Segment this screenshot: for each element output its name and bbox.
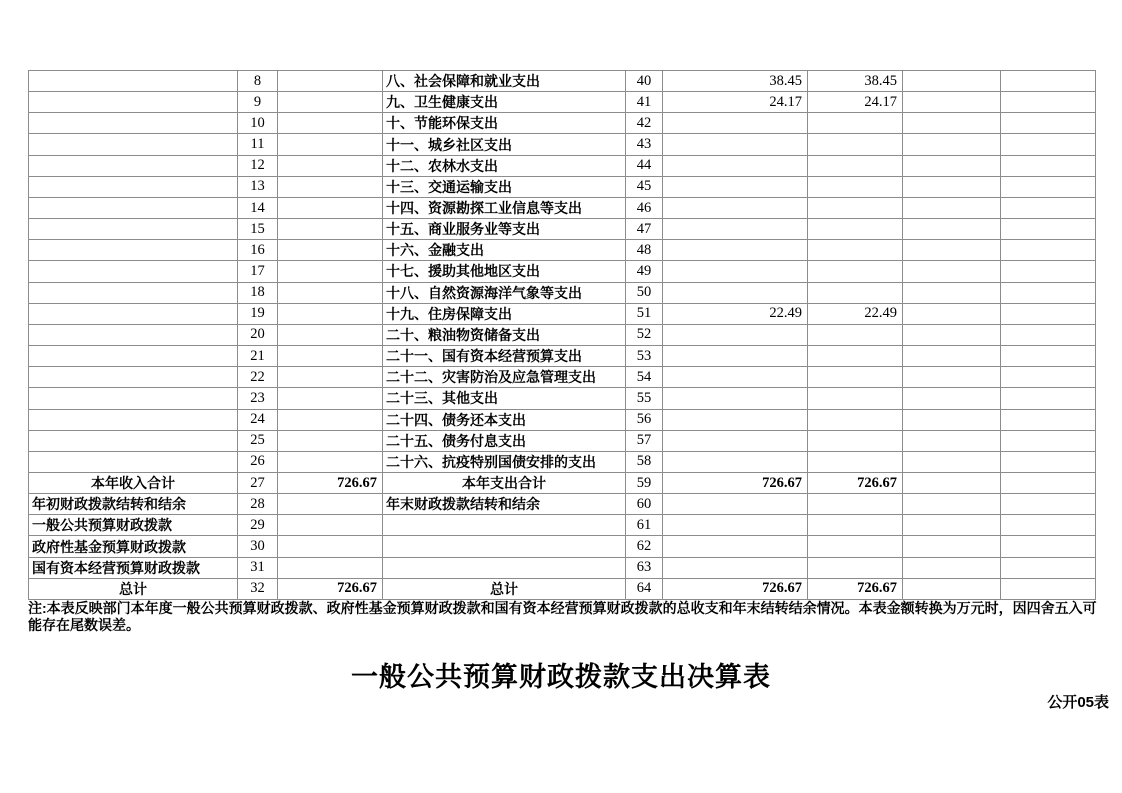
table-row <box>29 197 1096 218</box>
income-amount-cell: 726.67 <box>278 578 383 599</box>
income-amount-cell <box>278 155 383 176</box>
income-item-cell <box>29 71 238 92</box>
amount-cell-1 <box>663 240 808 261</box>
income-item-cell: 年初财政拨款结转和结余 <box>29 494 238 515</box>
income-line-no-cell: 11 <box>238 134 278 155</box>
income-line-no-cell: 26 <box>238 451 278 472</box>
amount-cell-3 <box>903 494 1001 515</box>
income-line-no-cell: 28 <box>238 494 278 515</box>
expense-line-no-cell: 41 <box>626 92 663 113</box>
amount-cell-2: 726.67 <box>808 472 903 493</box>
income-amount-cell <box>278 113 383 134</box>
amount-cell-4 <box>1001 219 1096 240</box>
table-row <box>29 367 1096 388</box>
expense-item-cell <box>383 515 626 536</box>
amount-cell-3 <box>903 536 1001 557</box>
income-line-no-cell: 27 <box>238 472 278 493</box>
amount-cell-1 <box>663 324 808 345</box>
table-row <box>29 430 1096 451</box>
amount-cell-4 <box>1001 303 1096 324</box>
amount-cell-2 <box>808 261 903 282</box>
income-amount-cell <box>278 92 383 113</box>
expense-line-no-cell: 57 <box>626 430 663 451</box>
expense-line-no-cell: 51 <box>626 303 663 324</box>
expense-item-cell: 十四、资源勘探工业信息等支出 <box>383 197 626 218</box>
amount-cell-2 <box>808 388 903 409</box>
table-row <box>29 176 1096 197</box>
amount-cell-4 <box>1001 346 1096 367</box>
income-amount-cell <box>278 71 383 92</box>
amount-cell-4 <box>1001 388 1096 409</box>
amount-cell-4 <box>1001 324 1096 345</box>
income-item-cell <box>29 197 238 218</box>
budget-table <box>28 70 1096 600</box>
amount-cell-1: 38.45 <box>663 71 808 92</box>
amount-cell-3 <box>903 155 1001 176</box>
expense-item-cell: 年末财政拨款结转和结余 <box>383 494 626 515</box>
expense-item-cell: 八、社会保障和就业支出 <box>383 71 626 92</box>
expense-line-no-cell: 62 <box>626 536 663 557</box>
expense-item-cell: 二十二、灾害防治及应急管理支出 <box>383 367 626 388</box>
amount-cell-4 <box>1001 240 1096 261</box>
income-item-cell: 国有资本经营预算财政拨款 <box>29 557 238 578</box>
income-amount-cell <box>278 197 383 218</box>
amount-cell-4 <box>1001 367 1096 388</box>
amount-cell-2 <box>808 451 903 472</box>
income-line-no-cell: 32 <box>238 578 278 599</box>
amount-cell-1 <box>663 219 808 240</box>
expense-line-no-cell: 50 <box>626 282 663 303</box>
table-row <box>29 155 1096 176</box>
expense-item-cell: 二十、粮油物资储备支出 <box>383 324 626 345</box>
expense-line-no-cell: 52 <box>626 324 663 345</box>
income-amount-cell <box>278 367 383 388</box>
income-line-no-cell: 31 <box>238 557 278 578</box>
table-row <box>29 282 1096 303</box>
amount-cell-1 <box>663 430 808 451</box>
income-amount-cell <box>278 303 383 324</box>
budget-table-body <box>29 71 1096 600</box>
amount-cell-3 <box>903 113 1001 134</box>
amount-cell-2 <box>808 494 903 515</box>
amount-cell-1 <box>663 346 808 367</box>
amount-cell-2 <box>808 197 903 218</box>
income-amount-cell <box>278 176 383 197</box>
amount-cell-3 <box>903 303 1001 324</box>
expense-line-no-cell: 42 <box>626 113 663 134</box>
amount-cell-2 <box>808 515 903 536</box>
amount-cell-4 <box>1001 261 1096 282</box>
income-amount-cell <box>278 346 383 367</box>
amount-cell-2 <box>808 155 903 176</box>
amount-cell-4 <box>1001 472 1096 493</box>
expense-line-no-cell: 48 <box>626 240 663 261</box>
expense-line-no-cell: 44 <box>626 155 663 176</box>
income-item-cell: 总计 <box>29 578 238 599</box>
income-line-no-cell: 16 <box>238 240 278 261</box>
amount-cell-2 <box>808 430 903 451</box>
expense-line-no-cell: 61 <box>626 515 663 536</box>
income-item-cell: 一般公共预算财政拨款 <box>29 515 238 536</box>
income-item-cell <box>29 219 238 240</box>
expense-line-no-cell: 40 <box>626 71 663 92</box>
amount-cell-3 <box>903 515 1001 536</box>
income-item-cell <box>29 92 238 113</box>
income-item-cell <box>29 134 238 155</box>
amount-cell-3 <box>903 282 1001 303</box>
income-amount-cell <box>278 324 383 345</box>
expense-item-cell: 二十三、其他支出 <box>383 388 626 409</box>
expense-line-no-cell: 59 <box>626 472 663 493</box>
amount-cell-3 <box>903 261 1001 282</box>
income-item-cell <box>29 155 238 176</box>
table-row <box>29 134 1096 155</box>
expense-item-cell: 二十六、抗疫特别国债安排的支出 <box>383 451 626 472</box>
amount-cell-3 <box>903 451 1001 472</box>
page-title: 一般公共预算财政拨款支出决算表 <box>351 662 771 692</box>
amount-cell-1: 726.67 <box>663 472 808 493</box>
amount-cell-2 <box>808 240 903 261</box>
income-amount-cell <box>278 494 383 515</box>
table-row <box>29 536 1096 557</box>
amount-cell-1 <box>663 367 808 388</box>
income-amount-cell <box>278 515 383 536</box>
amount-cell-1 <box>663 557 808 578</box>
amount-cell-4 <box>1001 282 1096 303</box>
amount-cell-4 <box>1001 536 1096 557</box>
income-amount-cell <box>278 219 383 240</box>
expense-line-no-cell: 53 <box>626 346 663 367</box>
income-amount-cell <box>278 451 383 472</box>
amount-cell-2 <box>808 409 903 430</box>
amount-cell-4 <box>1001 134 1096 155</box>
table-note: 注:本表反映部门本年度一般公共预算财政拨款、政府性基金预算财政拨款和国有资本经营预算财政拨款的总收支和年末结转结余情况。本表金额转换为万元时，因四舍五入可能存在尾数误差。 <box>28 600 1097 633</box>
amount-cell-4 <box>1001 409 1096 430</box>
income-item-cell <box>29 451 238 472</box>
income-line-no-cell: 21 <box>238 346 278 367</box>
amount-cell-2: 24.17 <box>808 92 903 113</box>
table-row <box>29 472 1096 493</box>
income-item-cell <box>29 430 238 451</box>
amount-cell-1: 24.17 <box>663 92 808 113</box>
amount-cell-3 <box>903 388 1001 409</box>
income-amount-cell <box>278 409 383 430</box>
expense-line-no-cell: 45 <box>626 176 663 197</box>
amount-cell-3 <box>903 367 1001 388</box>
income-amount-cell <box>278 557 383 578</box>
expense-line-no-cell: 43 <box>626 134 663 155</box>
amount-cell-2 <box>808 219 903 240</box>
income-line-no-cell: 13 <box>238 176 278 197</box>
income-line-no-cell: 20 <box>238 324 278 345</box>
amount-cell-2 <box>808 282 903 303</box>
amount-cell-1 <box>663 197 808 218</box>
expense-line-no-cell: 63 <box>626 557 663 578</box>
amount-cell-2 <box>808 134 903 155</box>
expense-line-no-cell: 47 <box>626 219 663 240</box>
table-row <box>29 557 1096 578</box>
amount-cell-1 <box>663 261 808 282</box>
amount-cell-2 <box>808 113 903 134</box>
table-row <box>29 346 1096 367</box>
income-line-no-cell: 17 <box>238 261 278 282</box>
income-item-cell: 本年收入合计 <box>29 472 238 493</box>
income-line-no-cell: 14 <box>238 197 278 218</box>
amount-cell-1 <box>663 451 808 472</box>
expense-item-cell <box>383 557 626 578</box>
income-item-cell <box>29 324 238 345</box>
table-row <box>29 113 1096 134</box>
amount-cell-3 <box>903 197 1001 218</box>
income-line-no-cell: 23 <box>238 388 278 409</box>
income-amount-cell <box>278 388 383 409</box>
expense-item-cell: 十一、城乡社区支出 <box>383 134 626 155</box>
amount-cell-4 <box>1001 176 1096 197</box>
amount-cell-1 <box>663 134 808 155</box>
expense-item-cell: 二十一、国有资本经营预算支出 <box>383 346 626 367</box>
expense-item-cell: 九、卫生健康支出 <box>383 92 626 113</box>
table-row <box>29 451 1096 472</box>
expense-item-cell: 十二、农林水支出 <box>383 155 626 176</box>
table-row <box>29 303 1096 324</box>
amount-cell-4 <box>1001 430 1096 451</box>
expense-item-cell: 总计 <box>383 578 626 599</box>
table-row <box>29 219 1096 240</box>
income-line-no-cell: 10 <box>238 113 278 134</box>
income-line-no-cell: 12 <box>238 155 278 176</box>
expense-item-cell <box>383 536 626 557</box>
income-item-cell <box>29 303 238 324</box>
expense-item-cell: 本年支出合计 <box>383 472 626 493</box>
table-row <box>29 388 1096 409</box>
amount-cell-4 <box>1001 113 1096 134</box>
amount-cell-1 <box>663 176 808 197</box>
amount-cell-4 <box>1001 515 1096 536</box>
amount-cell-3 <box>903 346 1001 367</box>
table-row <box>29 92 1096 113</box>
amount-cell-4 <box>1001 92 1096 113</box>
amount-cell-3 <box>903 324 1001 345</box>
expense-item-cell: 十五、商业服务业等支出 <box>383 219 626 240</box>
amount-cell-2 <box>808 324 903 345</box>
expense-item-cell: 十六、金融支出 <box>383 240 626 261</box>
expense-item-cell: 二十四、债务还本支出 <box>383 409 626 430</box>
amount-cell-3 <box>903 578 1001 599</box>
amount-cell-4 <box>1001 494 1096 515</box>
income-line-no-cell: 22 <box>238 367 278 388</box>
income-item-cell <box>29 409 238 430</box>
income-item-cell <box>29 240 238 261</box>
income-item-cell: 政府性基金预算财政拨款 <box>29 536 238 557</box>
income-line-no-cell: 19 <box>238 303 278 324</box>
income-amount-cell <box>278 240 383 261</box>
amount-cell-1 <box>663 515 808 536</box>
amount-cell-4 <box>1001 451 1096 472</box>
income-line-no-cell: 9 <box>238 92 278 113</box>
amount-cell-2: 726.67 <box>808 578 903 599</box>
income-line-no-cell: 30 <box>238 536 278 557</box>
amount-cell-2 <box>808 536 903 557</box>
income-item-cell <box>29 367 238 388</box>
amount-cell-3 <box>903 92 1001 113</box>
amount-cell-4 <box>1001 557 1096 578</box>
table-row <box>29 515 1096 536</box>
amount-cell-1 <box>663 282 808 303</box>
amount-cell-1 <box>663 494 808 515</box>
expense-line-no-cell: 56 <box>626 409 663 430</box>
amount-cell-2 <box>808 367 903 388</box>
amount-cell-3 <box>903 557 1001 578</box>
expense-item-cell: 十三、交通运输支出 <box>383 176 626 197</box>
expense-line-no-cell: 60 <box>626 494 663 515</box>
income-amount-cell <box>278 282 383 303</box>
income-line-no-cell: 24 <box>238 409 278 430</box>
table-row <box>29 71 1096 92</box>
income-item-cell <box>29 261 238 282</box>
expense-line-no-cell: 58 <box>626 451 663 472</box>
table-row <box>29 261 1096 282</box>
amount-cell-3 <box>903 176 1001 197</box>
expense-item-cell: 十七、援助其他地区支出 <box>383 261 626 282</box>
income-amount-cell <box>278 430 383 451</box>
income-item-cell <box>29 282 238 303</box>
amount-cell-4 <box>1001 197 1096 218</box>
expense-item-cell: 十九、住房保障支出 <box>383 303 626 324</box>
expense-line-no-cell: 55 <box>626 388 663 409</box>
income-item-cell <box>29 388 238 409</box>
expense-line-no-cell: 54 <box>626 367 663 388</box>
amount-cell-4 <box>1001 578 1096 599</box>
amount-cell-1 <box>663 536 808 557</box>
income-line-no-cell: 25 <box>238 430 278 451</box>
income-amount-cell <box>278 536 383 557</box>
amount-cell-1 <box>663 409 808 430</box>
amount-cell-1 <box>663 155 808 176</box>
amount-cell-2 <box>808 176 903 197</box>
table-row <box>29 578 1096 599</box>
income-amount-cell <box>278 134 383 155</box>
income-item-cell <box>29 346 238 367</box>
expense-item-cell: 二十五、债务付息支出 <box>383 430 626 451</box>
expense-line-no-cell: 46 <box>626 197 663 218</box>
form-code-label: 公开05表 <box>1047 694 1109 711</box>
amount-cell-1 <box>663 113 808 134</box>
amount-cell-3 <box>903 240 1001 261</box>
amount-cell-3 <box>903 71 1001 92</box>
income-amount-cell <box>278 261 383 282</box>
amount-cell-3 <box>903 472 1001 493</box>
expense-item-cell: 十八、自然资源海洋气象等支出 <box>383 282 626 303</box>
table-row <box>29 324 1096 345</box>
table-row <box>29 240 1096 261</box>
expense-line-no-cell: 64 <box>626 578 663 599</box>
amount-cell-3 <box>903 430 1001 451</box>
table-row <box>29 409 1096 430</box>
amount-cell-2: 38.45 <box>808 71 903 92</box>
amount-cell-4 <box>1001 155 1096 176</box>
income-item-cell <box>29 113 238 134</box>
expense-item-cell: 十、节能环保支出 <box>383 113 626 134</box>
amount-cell-1 <box>663 388 808 409</box>
table-row <box>29 494 1096 515</box>
amount-cell-3 <box>903 134 1001 155</box>
amount-cell-1: 22.49 <box>663 303 808 324</box>
expense-line-no-cell: 49 <box>626 261 663 282</box>
amount-cell-2 <box>808 346 903 367</box>
amount-cell-3 <box>903 219 1001 240</box>
amount-cell-2 <box>808 557 903 578</box>
income-line-no-cell: 15 <box>238 219 278 240</box>
income-line-no-cell: 18 <box>238 282 278 303</box>
income-line-no-cell: 8 <box>238 71 278 92</box>
amount-cell-2: 22.49 <box>808 303 903 324</box>
amount-cell-4 <box>1001 71 1096 92</box>
amount-cell-3 <box>903 409 1001 430</box>
income-item-cell <box>29 176 238 197</box>
income-line-no-cell: 29 <box>238 515 278 536</box>
income-amount-cell: 726.67 <box>278 472 383 493</box>
amount-cell-1: 726.67 <box>663 578 808 599</box>
